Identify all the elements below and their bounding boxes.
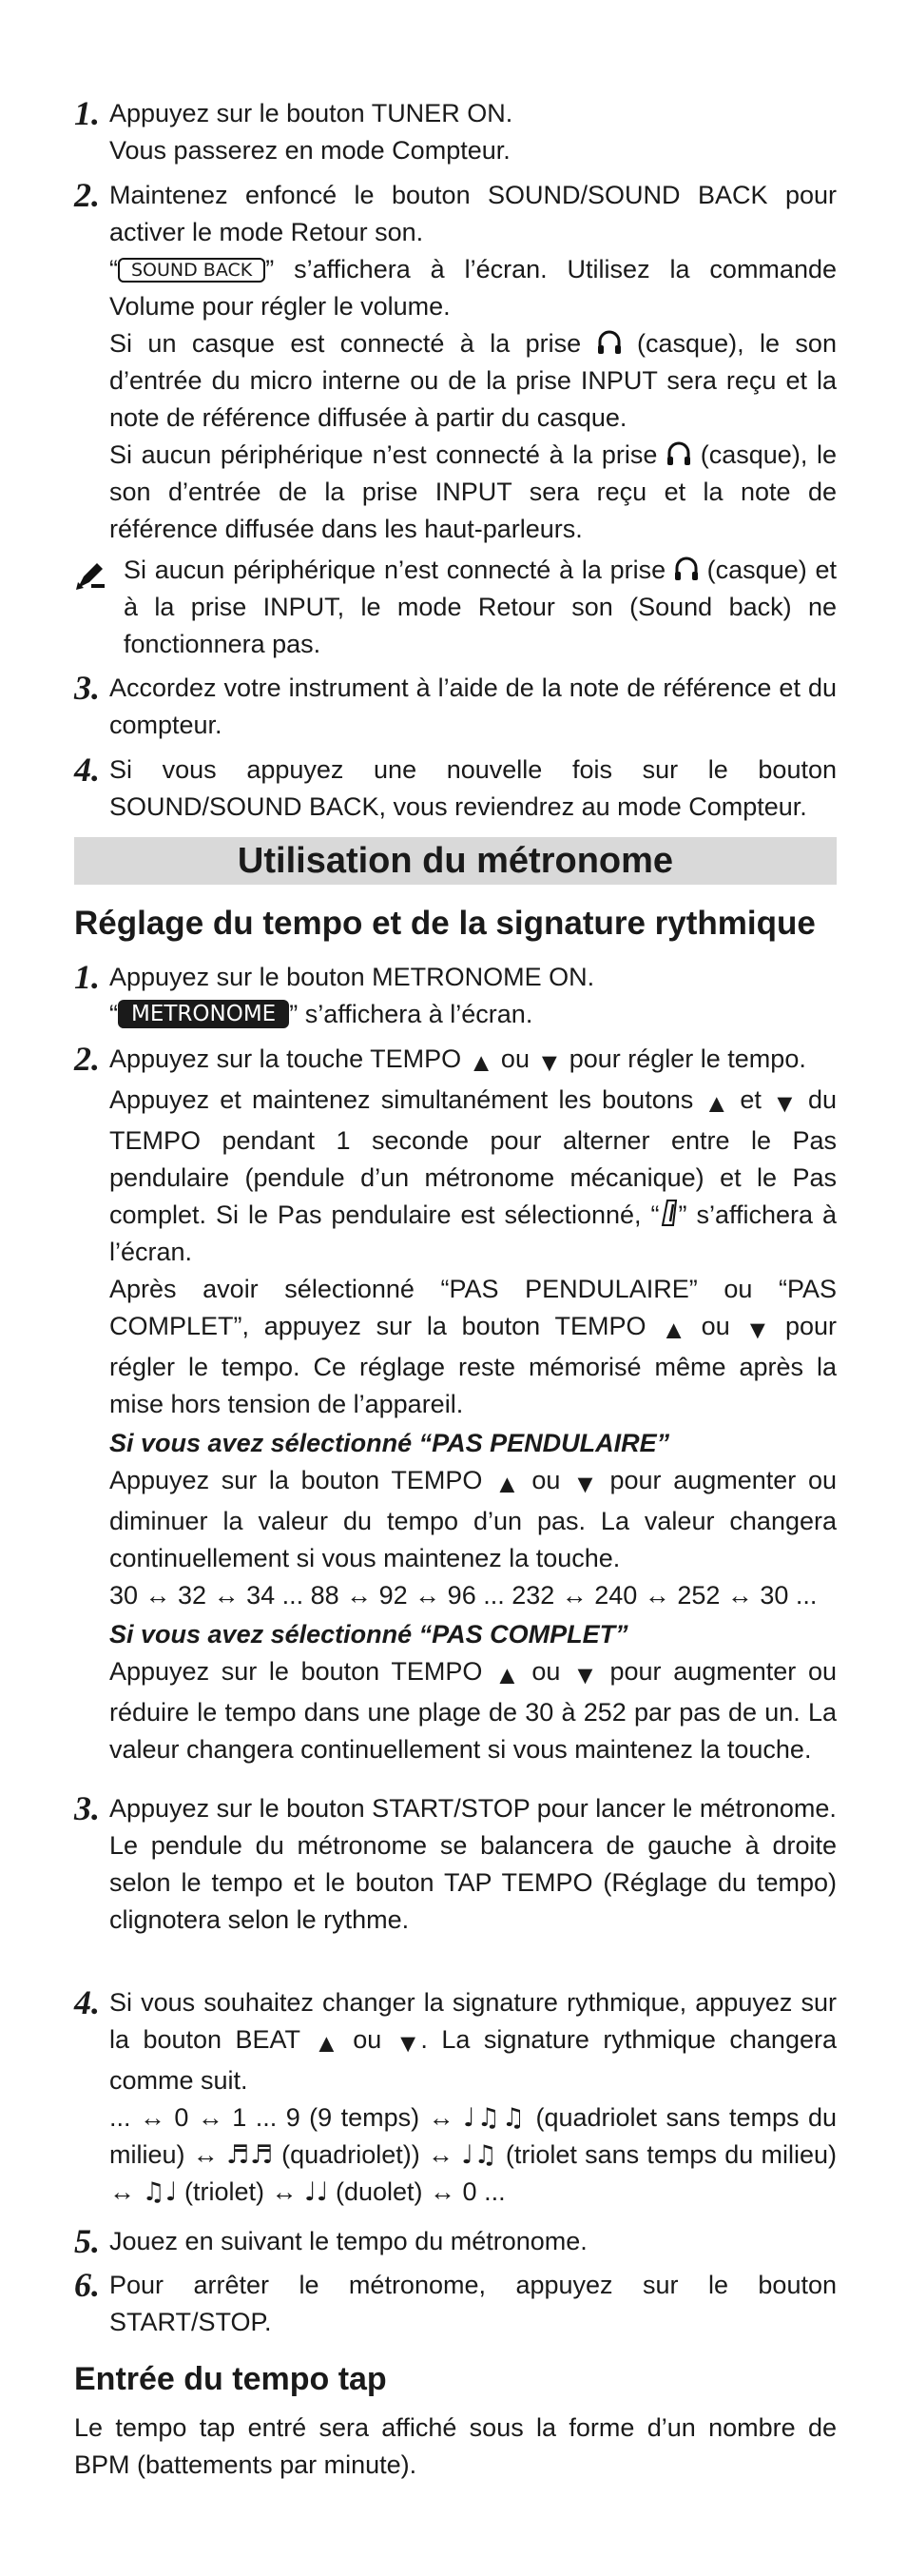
step-number: 2.	[74, 176, 100, 214]
sequence-text: ... ↔ 0 ↔ 1 ... 9 (9 temps) ↔ ♩♫♫ (quadriolet sans temps du milieu) ↔ ♬♬ (quadriolet)) ↔ ♩♫ (triolet sans temps du milieu) ↔ ♫♩ (triolet) ↔ ♩♩ (duolet) ↔ 0 ...	[109, 2103, 837, 2207]
step-text: Appuyez sur le bouton TEMPO ▲ ou ▼ pour augmenter ou réduire le tempo dans une plage de 30 à 252 par pas de un. La valeur changera continuellement si vous maintenez la touche.	[109, 1657, 837, 1764]
step-number: 5.	[74, 2222, 100, 2260]
triangle-up-icon: ▲	[494, 1470, 520, 1498]
step-text: Accordez votre instrument à l’aide de la note de référence et du compteur.	[109, 673, 837, 739]
triangle-up-icon: ▲	[704, 1089, 730, 1118]
triangle-up-icon: ▲	[661, 1316, 686, 1344]
triangle-up-icon: ▲	[314, 2029, 339, 2058]
step-number: 4.	[74, 1983, 100, 2021]
triangle-up-icon: ▲	[494, 1661, 520, 1689]
heading-tempo: Réglage du tempo et de la signature rythmique	[74, 905, 816, 942]
step-number: 3.	[74, 669, 100, 707]
music-notes-icon: ♬♬	[226, 2140, 274, 2170]
headphone-icon	[597, 329, 622, 356]
section-title: Utilisation du métronome	[74, 837, 837, 885]
triangle-down-icon: ▼	[572, 1470, 598, 1498]
headphone-icon	[674, 556, 699, 582]
step-number: 4.	[74, 751, 100, 789]
step-text: Après avoir sélectionné “PAS PENDULAIRE” ou “PAS COMPLET”, appuyez sur la bouton TEMPO ▲ ou ▼ pour régler le tempo. Ce réglage reste mémorisé même après la mise hors tension de l’appareil.	[109, 1275, 837, 1418]
music-notes-icon: ♫♩	[142, 2177, 178, 2207]
headphone-icon	[666, 440, 691, 467]
step-number: 1.	[74, 958, 100, 996]
step-text: “ METRONOME ” s’affichera à l’écran.	[109, 1000, 533, 1028]
tap-tempo-text: Le tempo tap entré sera affiché sous la forme d’un nombre de BPM (battements par minute).	[74, 2413, 837, 2479]
step-text: Vous passerez en mode Compteur.	[109, 136, 511, 165]
step-text: Si vous appuyez une nouvelle fois sur le bouton SOUND/SOUND BACK, vous reviendrez au mode Compteur.	[109, 755, 837, 821]
lcd-metronome: METRONOME	[118, 1000, 289, 1028]
step-number: 6.	[74, 2266, 100, 2304]
pencil-note-icon	[74, 559, 106, 592]
step-text: Le pendule du métronome se balancera de gauche à droite selon le tempo et le bouton TAP TEMPO (Réglage du tempo) clignotera selon le rythme.	[109, 1831, 837, 1934]
step-text: Appuyez et maintenez simultanément les boutons ▲ et ▼ du TEMPO pendant 1 seconde pour alterner entre le Pas pendulaire (pendule d’un métronome mécanique) et le Pas complet. Si le Pas pendulaire est sélectionné, “ ” s’affichera à l’écran.	[109, 1085, 838, 1266]
step-text: Appuyez sur la touche TEMPO ▲ ou ▼ pour régler le tempo.	[109, 1041, 837, 1082]
triangle-down-icon: ▼	[536, 1048, 563, 1077]
step-number: 1.	[74, 94, 100, 132]
triangle-down-icon: ▼	[772, 1089, 798, 1118]
step-text: Maintenez enfoncé le bouton SOUND/SOUND BACK pour activer le mode Retour son.	[109, 181, 837, 246]
step-text: Pour arrêter le métronome, appuyez sur le bouton START/STOP.	[109, 2271, 837, 2336]
step-text: Appuyez sur la bouton TEMPO ▲ ou ▼ pour augmenter ou diminuer la valeur du tempo d’un pas. La valeur changera continuellement si vous maintenez la touche.	[109, 1466, 837, 1572]
step-text: Si vous souhaitez changer la signature rythmique, appuyez sur la bouton BEAT ▲ ou ▼. La signature rythmique changera comme suit.	[109, 1988, 837, 2095]
lcd-sound-back: SOUND BACK	[118, 258, 265, 283]
step-text: Appuyez sur le bouton METRONOME ON.	[109, 963, 595, 991]
step-text: “ SOUND BACK ” s’affichera à l’écran. Utilisez la commande Volume pour régler le volume.	[109, 255, 837, 321]
triangle-up-icon: ▲	[468, 1048, 494, 1077]
subheading-pendulaire: Si vous avez sélectionné “PAS PENDULAIRE”	[109, 1429, 670, 1457]
step-text: Si aucun périphérique n’est connecté à la prise (casque), le son d’entrée de la prise INPUT sera reçu et la note de référence diffusée dans les haut-parleurs.	[109, 440, 837, 543]
triangle-down-icon: ▼	[744, 1316, 771, 1344]
note-text: Si aucun périphérique n’est connecté à la prise (casque) et à la prise INPUT, le mode Retour son (Sound back) ne fonctionnera pas.	[124, 556, 837, 658]
music-notes-icon: ♩♩	[304, 2177, 329, 2207]
sequence-text: 30 ↔ 32 ↔ 34 ... 88 ↔ 92 ↔ 96 ... 232 ↔ 240 ↔ 252 ↔ 30 ...	[109, 1581, 818, 1610]
pendulum-icon	[660, 1199, 679, 1227]
triangle-down-icon: ▼	[395, 2029, 421, 2058]
step-number: 3.	[74, 1789, 100, 1827]
subheading-complet: Si vous avez sélectionné “PAS COMPLET”	[109, 1620, 628, 1649]
music-notes-icon: ♩♫♫	[463, 2103, 528, 2133]
heading-tap-tempo: Entrée du tempo tap	[74, 2361, 387, 2397]
step-text: Appuyez sur le bouton START/STOP pour lancer le métronome.	[109, 1794, 837, 1823]
music-notes-icon: ♩♫	[461, 2140, 498, 2170]
triangle-down-icon: ▼	[572, 1661, 598, 1689]
step-text: Jouez en suivant le tempo du métronome.	[109, 2227, 588, 2255]
step-text: Si un casque est connecté à la prise (casque), le son d’entrée du micro interne ou de la prise INPUT sera reçu et la note de référence diffusée à partir du casque.	[109, 329, 837, 432]
step-number: 2.	[74, 1040, 100, 1078]
step-text: Appuyez sur le bouton TUNER ON.	[109, 99, 513, 127]
